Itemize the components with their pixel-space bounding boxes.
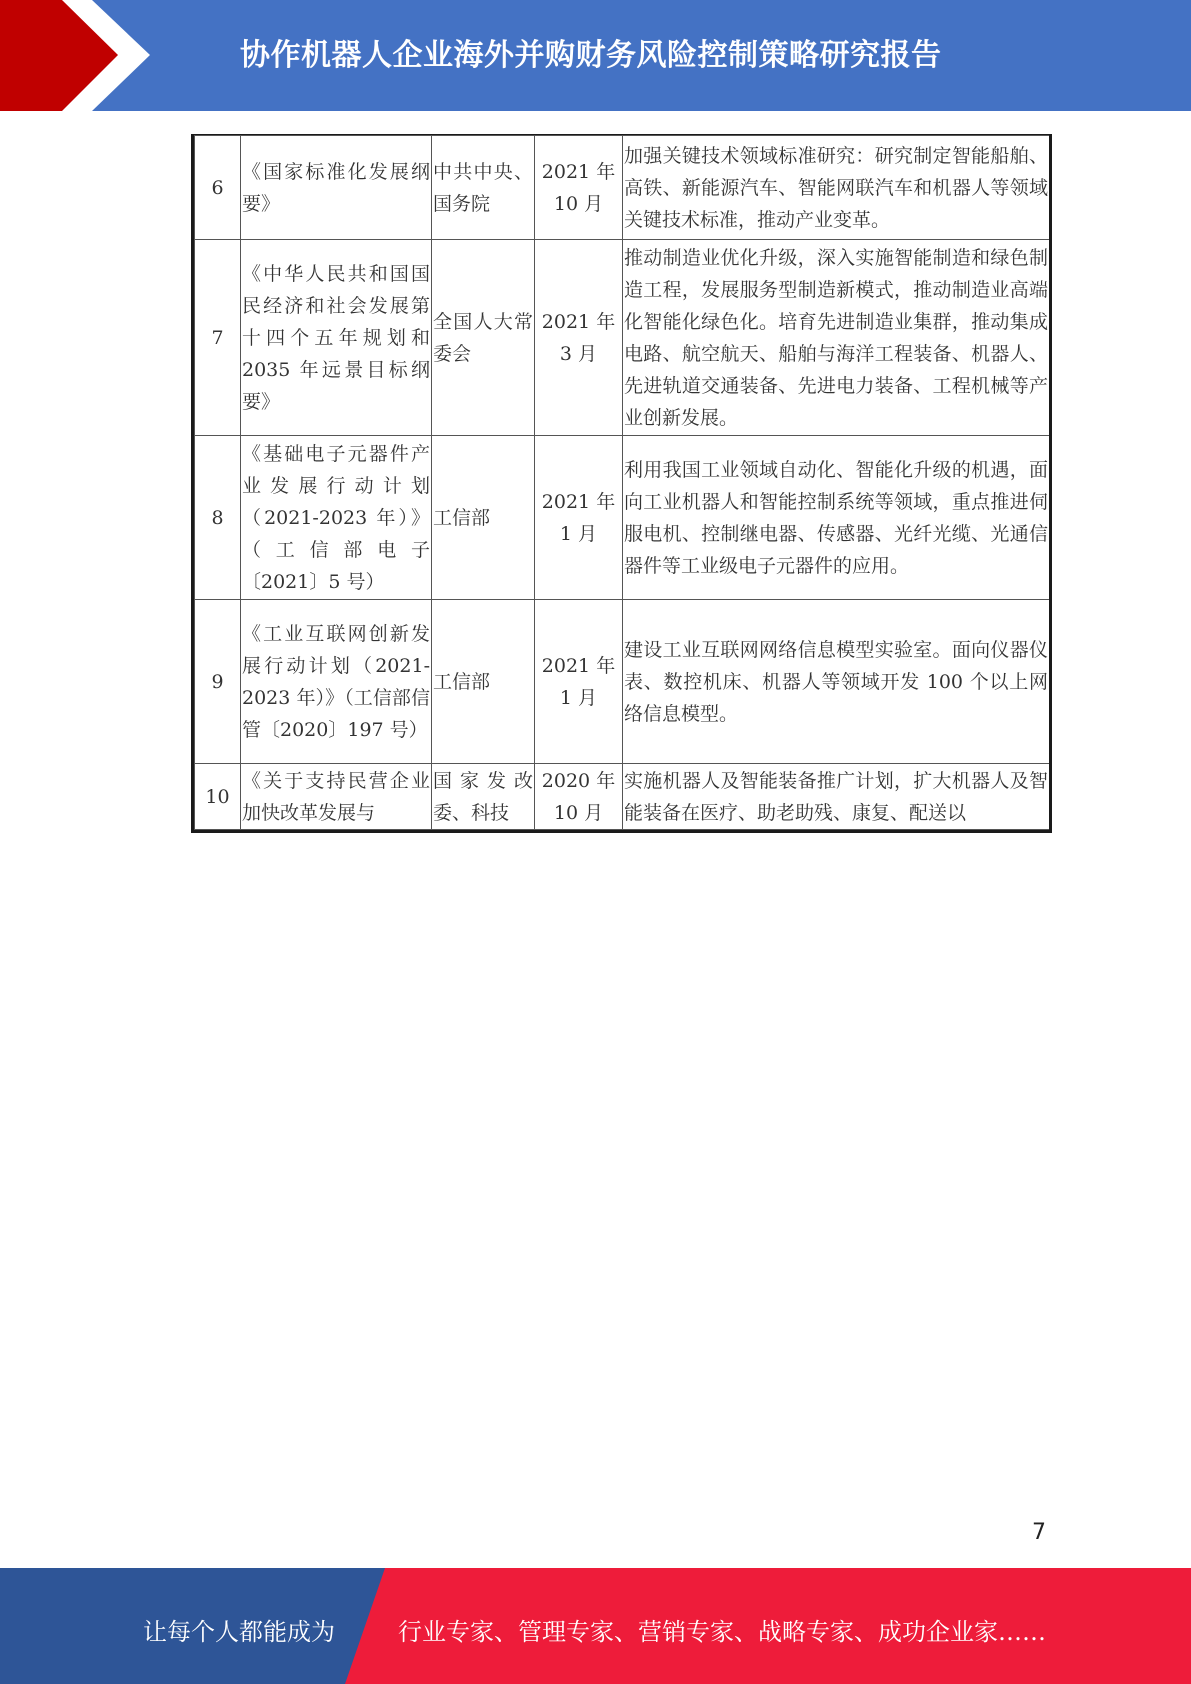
policy-name: 《基础电子元器件产业发展行动计划（2021-2023 年）》（工信部电子〔2021〕5 号） [241, 436, 432, 600]
row-number: 7 [195, 240, 241, 436]
policy-content: 利用我国工业领域自动化、智能化升级的机遇，面向工业机器人和智能控制系统等领域，重点推进伺服电机、控制继电器、传感器、光纤光缆、光通信器件等工业级电子元器件的应用。 [623, 436, 1050, 600]
policy-name: 《国家标准化发展纲要》 [241, 136, 432, 240]
page-footer [0, 1568, 1191, 1684]
table-row [195, 764, 1050, 830]
policy-date: 2021 年 1 月 [535, 436, 623, 600]
footer-slogan-left: 让每个人都能成为 [143, 1618, 335, 1646]
policy-table [191, 134, 1052, 833]
table-row [195, 136, 1050, 240]
policy-date: 2021 年 1 月 [535, 600, 623, 764]
table-row [195, 240, 1050, 436]
policy-content: 加强关键技术领域标准研究：研究制定智能船舶、高铁、新能源汽车、智能网联汽车和机器人等领域关键技术标准，推动产业变革。 [623, 136, 1050, 240]
policy-content: 实施机器人及智能装备推广计划，扩大机器人及智能装备在医疗、助老助残、康复、配送以 [623, 764, 1050, 830]
policy-issuer: 工信部 [432, 600, 535, 764]
policy-name: 《工业互联网创新发展行动计划（2021-2023 年）》（工信部信管〔2020〕197 号） [241, 600, 432, 764]
policy-issuer: 全国人大常委会 [432, 240, 535, 436]
policy-name: 《中华人民共和国国民经济和社会发展第十四个五年规划和 2035 年远景目标纲要》 [241, 240, 432, 436]
row-number: 10 [195, 764, 241, 830]
policy-name: 《关于支持民营企业加快改革发展与 [241, 764, 432, 830]
page-number: 7 [1032, 1520, 1046, 1545]
policy-date: 2020 年 10 月 [535, 764, 623, 830]
table-row [195, 436, 1050, 600]
row-number: 8 [195, 436, 241, 600]
policy-date: 2021 年 3 月 [535, 240, 623, 436]
policy-date: 2021 年 10 月 [535, 136, 623, 240]
policy-content: 推动制造业优化升级，深入实施智能制造和绿色制造工程，发展服务型制造新模式，推动制造业高端化智能化绿色化。培育先进制造业集群，推动集成电路、航空航天、船舶与海洋工程装备、机器人、先进轨道交通装备、先进电力装备、工程机械等产业创新发展。 [623, 240, 1050, 436]
row-number: 9 [195, 600, 241, 764]
policy-content: 建设工业互联网网络信息模型实验室。面向仪器仪表、数控机床、机器人等领域开发 100 个以上网络信息模型。 [623, 600, 1050, 764]
table-row [195, 600, 1050, 764]
policy-issuer: 中共中央、国务院 [432, 136, 535, 240]
policy-issuer: 国家发改委、科技 [432, 764, 535, 830]
header-arrow-icon [0, 0, 160, 111]
footer-slogan-right: 行业专家、管理专家、营销专家、战略专家、成功企业家…… [398, 1618, 1046, 1646]
page-header [0, 0, 1191, 111]
report-title: 协作机器人企业海外并购财务风险控制策略研究报告 [240, 38, 942, 73]
row-number: 6 [195, 136, 241, 240]
policy-issuer: 工信部 [432, 436, 535, 600]
